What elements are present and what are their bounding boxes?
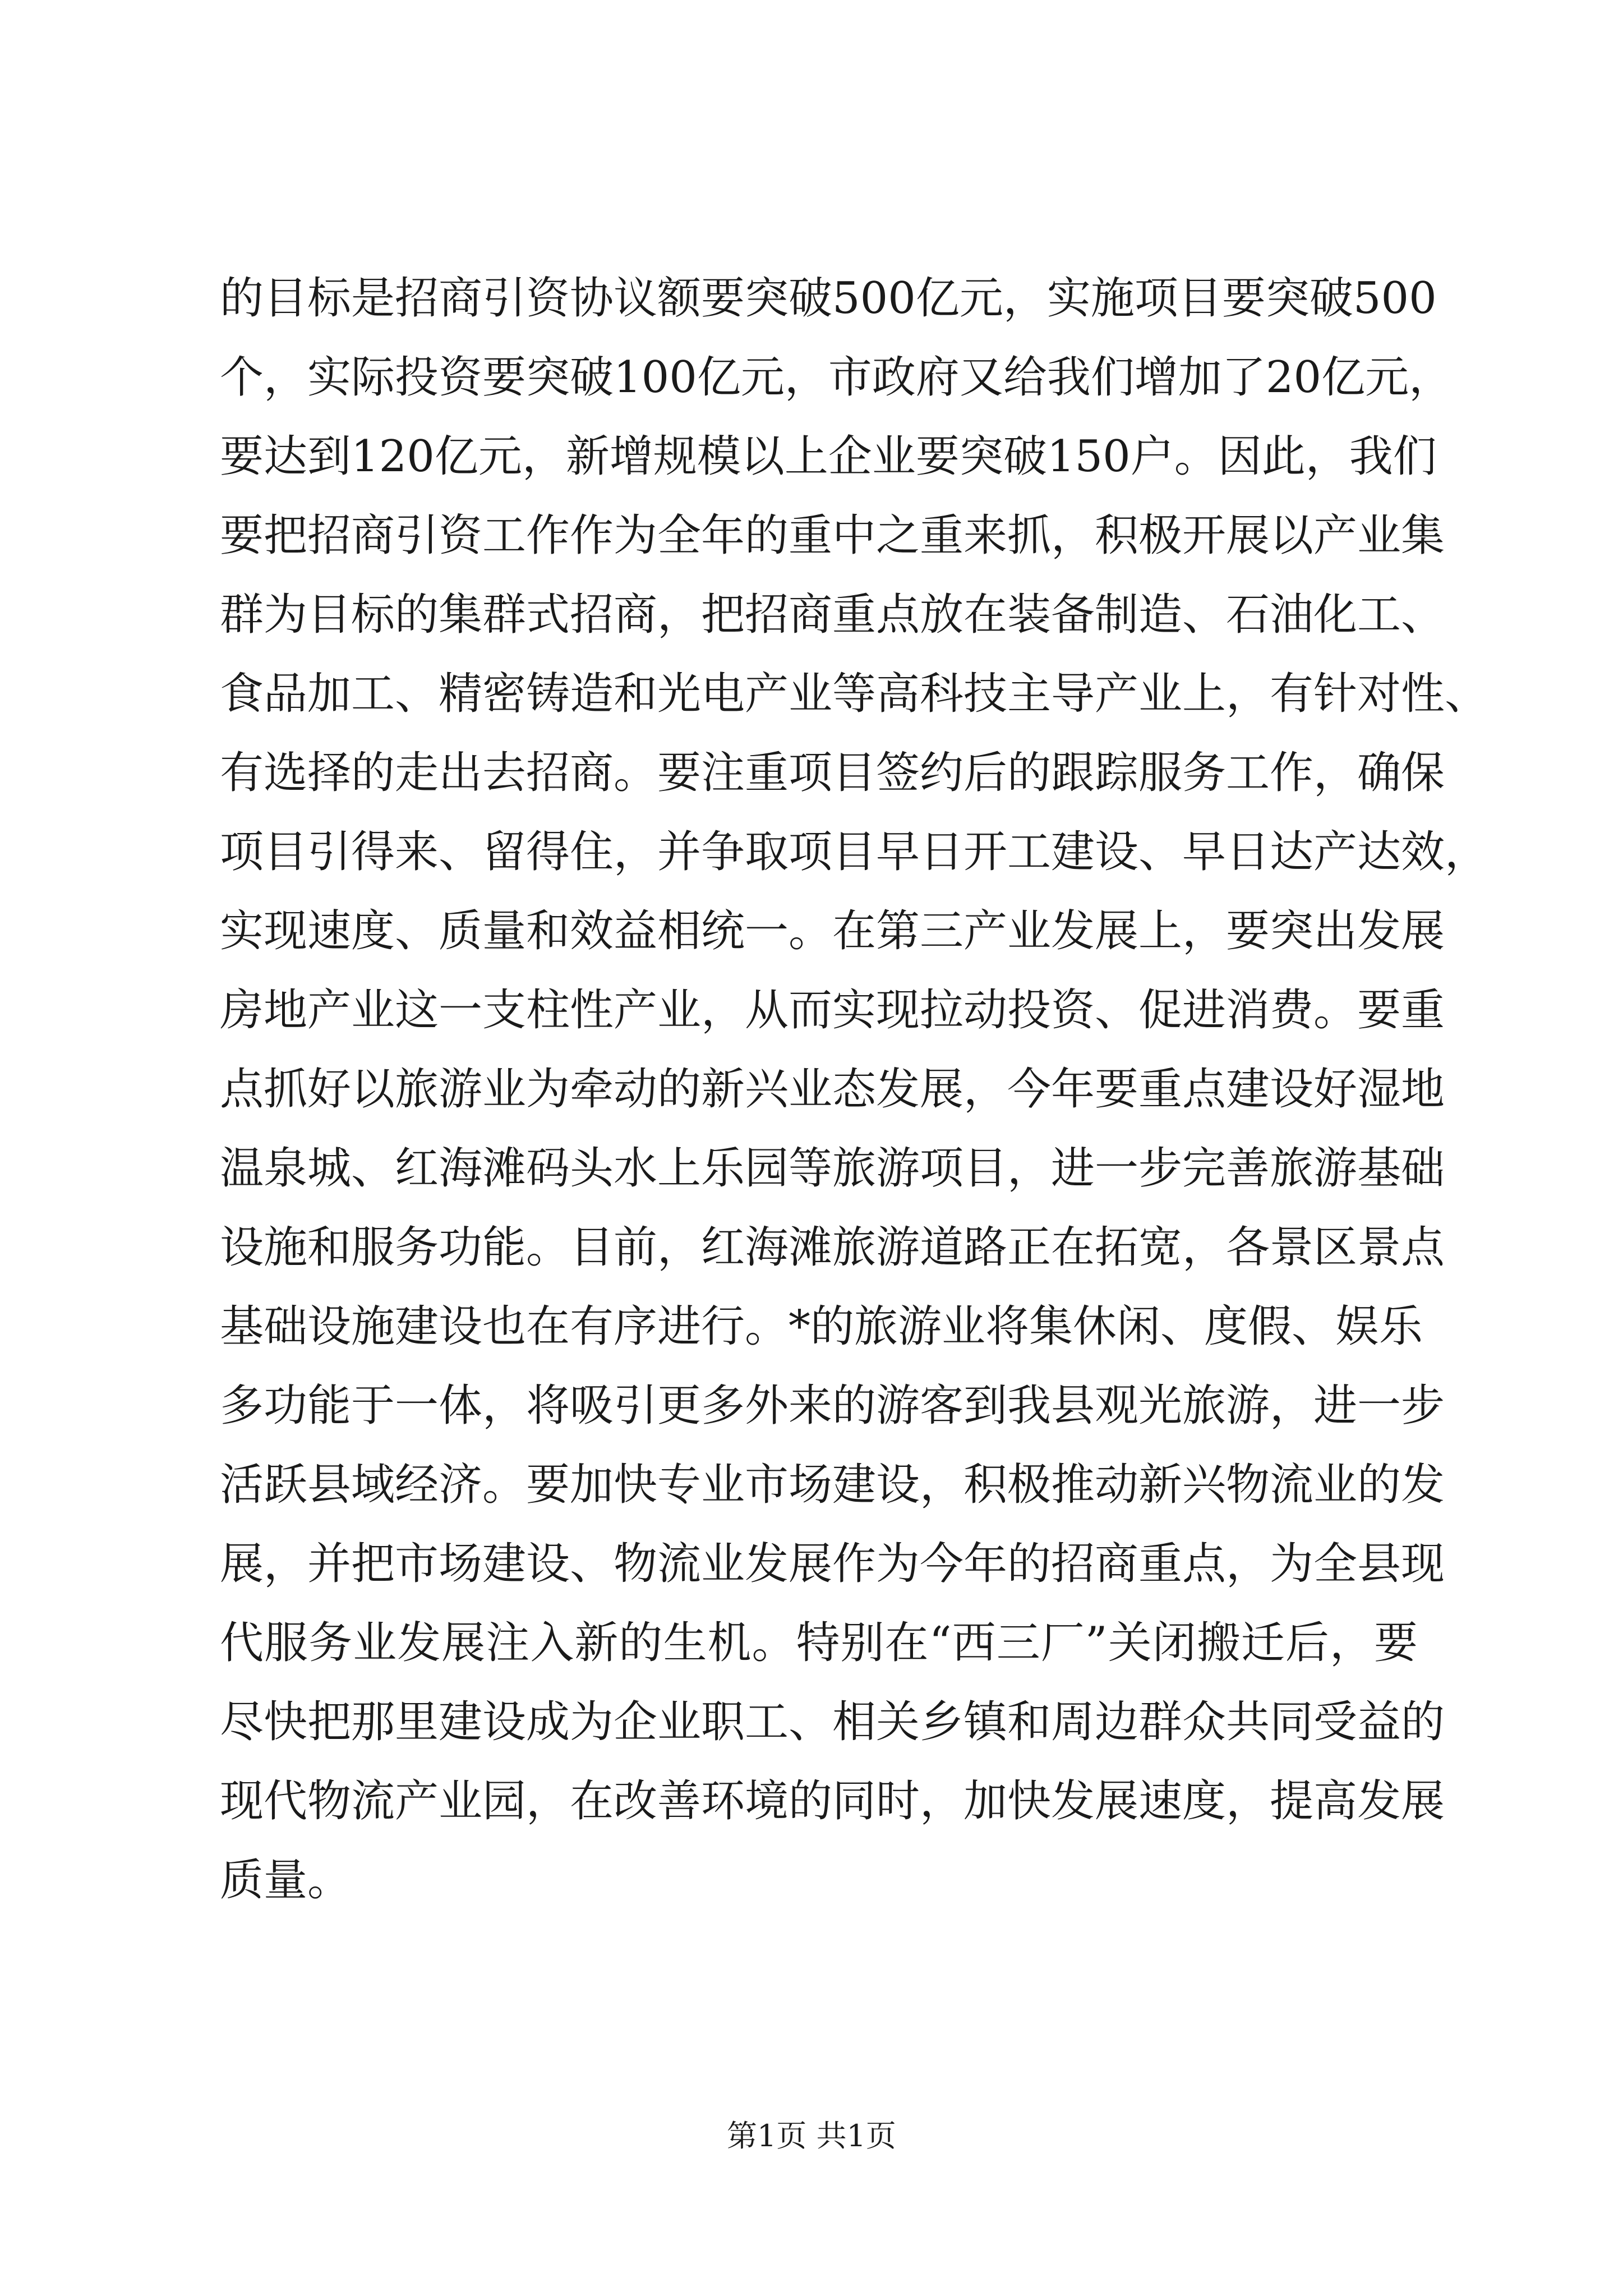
paragraph-line: 温泉城、红海滩码头水上乐园等旅游项目，进一步完善旅游基础 — [220, 1143, 1445, 1194]
paragraph-line: 代服务业发展注入新的生机。特别在“西三厂”关闭搬迁后，要 — [220, 1618, 1418, 1668]
paragraph-line: 实现速度、质量和效益相统一。在第三产业发展上，要突出发展 — [220, 906, 1445, 956]
paragraph-line: 食品加工、精密铸造和光电产业等高科技主导产业上，有针对性、 — [220, 669, 1489, 719]
paragraph-line: 个，实际投资要突破100亿元，市政府又给我们增加了20亿元， — [220, 352, 1453, 403]
paragraph-line: 有选择的走出去招商。要注重项目签约后的跟踪服务工作，确保 — [220, 748, 1445, 798]
paragraph-line: 的目标是招商引资协议额要突破500亿元，实施项目要突破500 — [220, 273, 1437, 324]
paragraph-line: 要把招商引资工作作为全年的重中之重来抓，积极开展以产业集 — [220, 510, 1445, 561]
paragraph-line: 房地产业这一支柱性产业，从而实现拉动投资、促进消费。要重 — [220, 985, 1445, 1036]
paragraph-line: 展，并把市场建设、物流业发展作为今年的招商重点，为全县现 — [220, 1539, 1445, 1589]
body-paragraph — [220, 259, 1489, 1920]
paragraph-line: 多功能于一体，将吸引更多外来的游客到我县观光旅游，进一步 — [220, 1381, 1445, 1431]
paragraph-line: 质量。 — [220, 1855, 352, 1906]
paragraph-line: 设施和服务功能。目前，红海滩旅游道路正在拓宽，各景区景点 — [220, 1222, 1445, 1273]
paragraph-line: 基础设施建设也在有序进行。*的旅游业将集休闲、度假、娱乐 — [220, 1301, 1423, 1352]
paragraph-line: 尽快把那里建设成为企业职工、相关乡镇和周边群众共同受益的 — [220, 1697, 1445, 1747]
paragraph-line: 现代物流产业园，在改善环境的同时，加快发展速度，提高发展 — [220, 1776, 1445, 1826]
paragraph-line: 要达到120亿元，新增规模以上企业要突破150户。因此，我们 — [220, 431, 1437, 482]
paragraph-line: 群为目标的集群式招商，把招商重点放在装备制造、石油化工、 — [220, 590, 1445, 640]
page-footer: 第1页 共1页 — [727, 2118, 896, 2154]
paragraph-line: 点抓好以旅游业为牵动的新兴业态发展，今年要重点建设好湿地 — [220, 1064, 1445, 1115]
paragraph-line: 活跃县域经济。要加快专业市场建设，积极推动新兴物流业的发 — [220, 1460, 1445, 1510]
paragraph-line: 项目引得来、留得住，并争取项目早日开工建设、早日达产达效， — [220, 827, 1489, 877]
